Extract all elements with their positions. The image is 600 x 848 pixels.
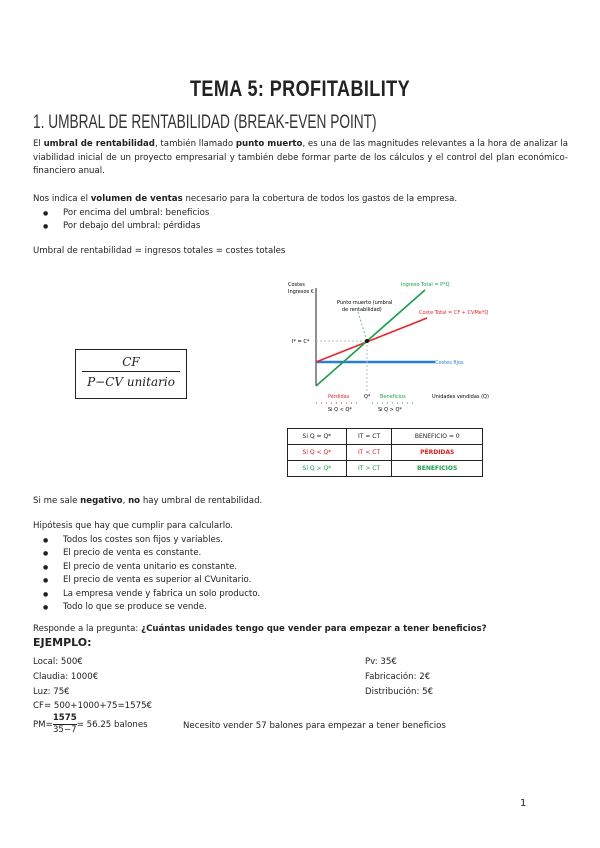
- svg-text:Pérdidas: Pérdidas: [328, 394, 350, 400]
- svg-text:Beneficios: Beneficios: [380, 394, 406, 400]
- negativo-text: Si me sale negativo, no hay umbral de rentabilidad.: [33, 496, 263, 506]
- break-even-point: [365, 339, 369, 343]
- svg-text:I* = C*: I* = C*: [292, 339, 310, 345]
- svg-text:Punto muerto (umbral: Punto muerto (umbral: [337, 300, 393, 306]
- section-heading: 1. UMBRAL DE RENTABILIDAD (BREAK-EVEN POINT): [33, 112, 377, 133]
- equation: Umbral de rentabilidad = ingresos totales = costes totales: [33, 246, 286, 256]
- bullet: ● Todo lo que se produce se vende.: [33, 601, 260, 615]
- ejemplo-heading: EJEMPLO:: [33, 636, 92, 649]
- svg-text:Costes: Costes: [288, 282, 305, 288]
- break-even-formula: CF P−CV unitario: [75, 349, 187, 399]
- page-number: 1: [520, 798, 527, 809]
- svg-text:Q*: Q*: [364, 394, 371, 400]
- svg-text:Costes fijos: Costes fijos: [435, 360, 464, 366]
- bullet: ● La empresa vende y fabrica un solo producto.: [33, 588, 260, 602]
- svg-text:Ingreso Total = P*Q: Ingreso Total = P*Q: [401, 282, 450, 288]
- svg-text:Si Q > Q*: Si Q > Q*: [378, 407, 402, 413]
- page-title: TEMA 5: PROFITABILITY: [189, 76, 411, 101]
- ejemplo-unit-values: Pv: 35€ Fabricación: 2€ Distribución: 5€: [365, 657, 434, 697]
- svg-text:Ingresos €: Ingresos €: [288, 289, 314, 295]
- cf-calculation: CF= 500+1000+75=1575€: [33, 701, 153, 711]
- ejemplo-fixed-costs: Local: 500€ Claudia: 1000€ Luz: 75€: [33, 657, 99, 697]
- bullet: ● Por debajo del umbral: pérdidas: [33, 220, 457, 234]
- conclusion: Necesito vender 57 balones para empezar a tener beneficios: [183, 721, 446, 731]
- break-even-table: [287, 428, 483, 477]
- hipotesis-block: Hipótesis que hay que cumplir para calcularlo. ● Todos los costes son fijos y variables. ● El precio de venta es constante. ● El precio de venta unitario es constante. ● El precio de venta es superior al CVunitario. ● La empresa vende y fabrica un solo producto. ● Todo lo que se produce se vende.: [33, 520, 260, 615]
- pm-calculation: PM= $\frac{1575}{35-7}$ = 56.25 balones: [33, 713, 148, 735]
- svg-text:Coste Total = CF + CVMe*Q: Coste Total = CF + CVMe*Q: [419, 310, 489, 316]
- volumen-block: Nos indica el volumen de ventas necesario para la cobertura de todos los gastos de la empresa. ● Por encima del umbral: beneficios ● Por debajo del umbral: pérdidas: [33, 193, 457, 234]
- total-cost-line: [316, 318, 427, 362]
- svg-text:Si Q < Q*: Si Q < Q*: [328, 407, 352, 413]
- bullet: ● El precio de venta unitario es constante.: [33, 561, 260, 575]
- bullet: ● El precio de venta es constante.: [33, 547, 260, 561]
- bullet: ● Por encima del umbral: beneficios: [33, 207, 457, 221]
- svg-text:de rentabilidad): de rentabilidad): [342, 307, 382, 313]
- table-row: Si Q < Q* IT < CT PÉRDIDAS: [288, 445, 483, 461]
- bullet: ● El precio de venta es superior al CVunitario.: [33, 574, 260, 588]
- break-even-chart: [280, 270, 490, 420]
- bullet: ● Todos los costes son fijos y variables.: [33, 534, 260, 548]
- intro-paragraph: El umbral de rentabilidad, también llamado punto muerto, es una de las magnitudes relevantes a la hora de analizar la viabilidad inicial de un proyecto empresarial y también debe formar parte de los cálculos y el control del plan económico-financiero anual.: [33, 139, 568, 176]
- table-row: Si Q > Q* IT > CT BENEFICIOS: [288, 461, 483, 477]
- pregunta: Responde a la pregunta: ¿Cuántas unidades tengo que vender para empezar a tener beneficios?: [33, 624, 487, 634]
- table-row: Si Q = Q* IT = CT BENEFICIO = 0: [288, 429, 483, 445]
- svg-text:Unidades vendidas (Q): Unidades vendidas (Q): [432, 394, 489, 400]
